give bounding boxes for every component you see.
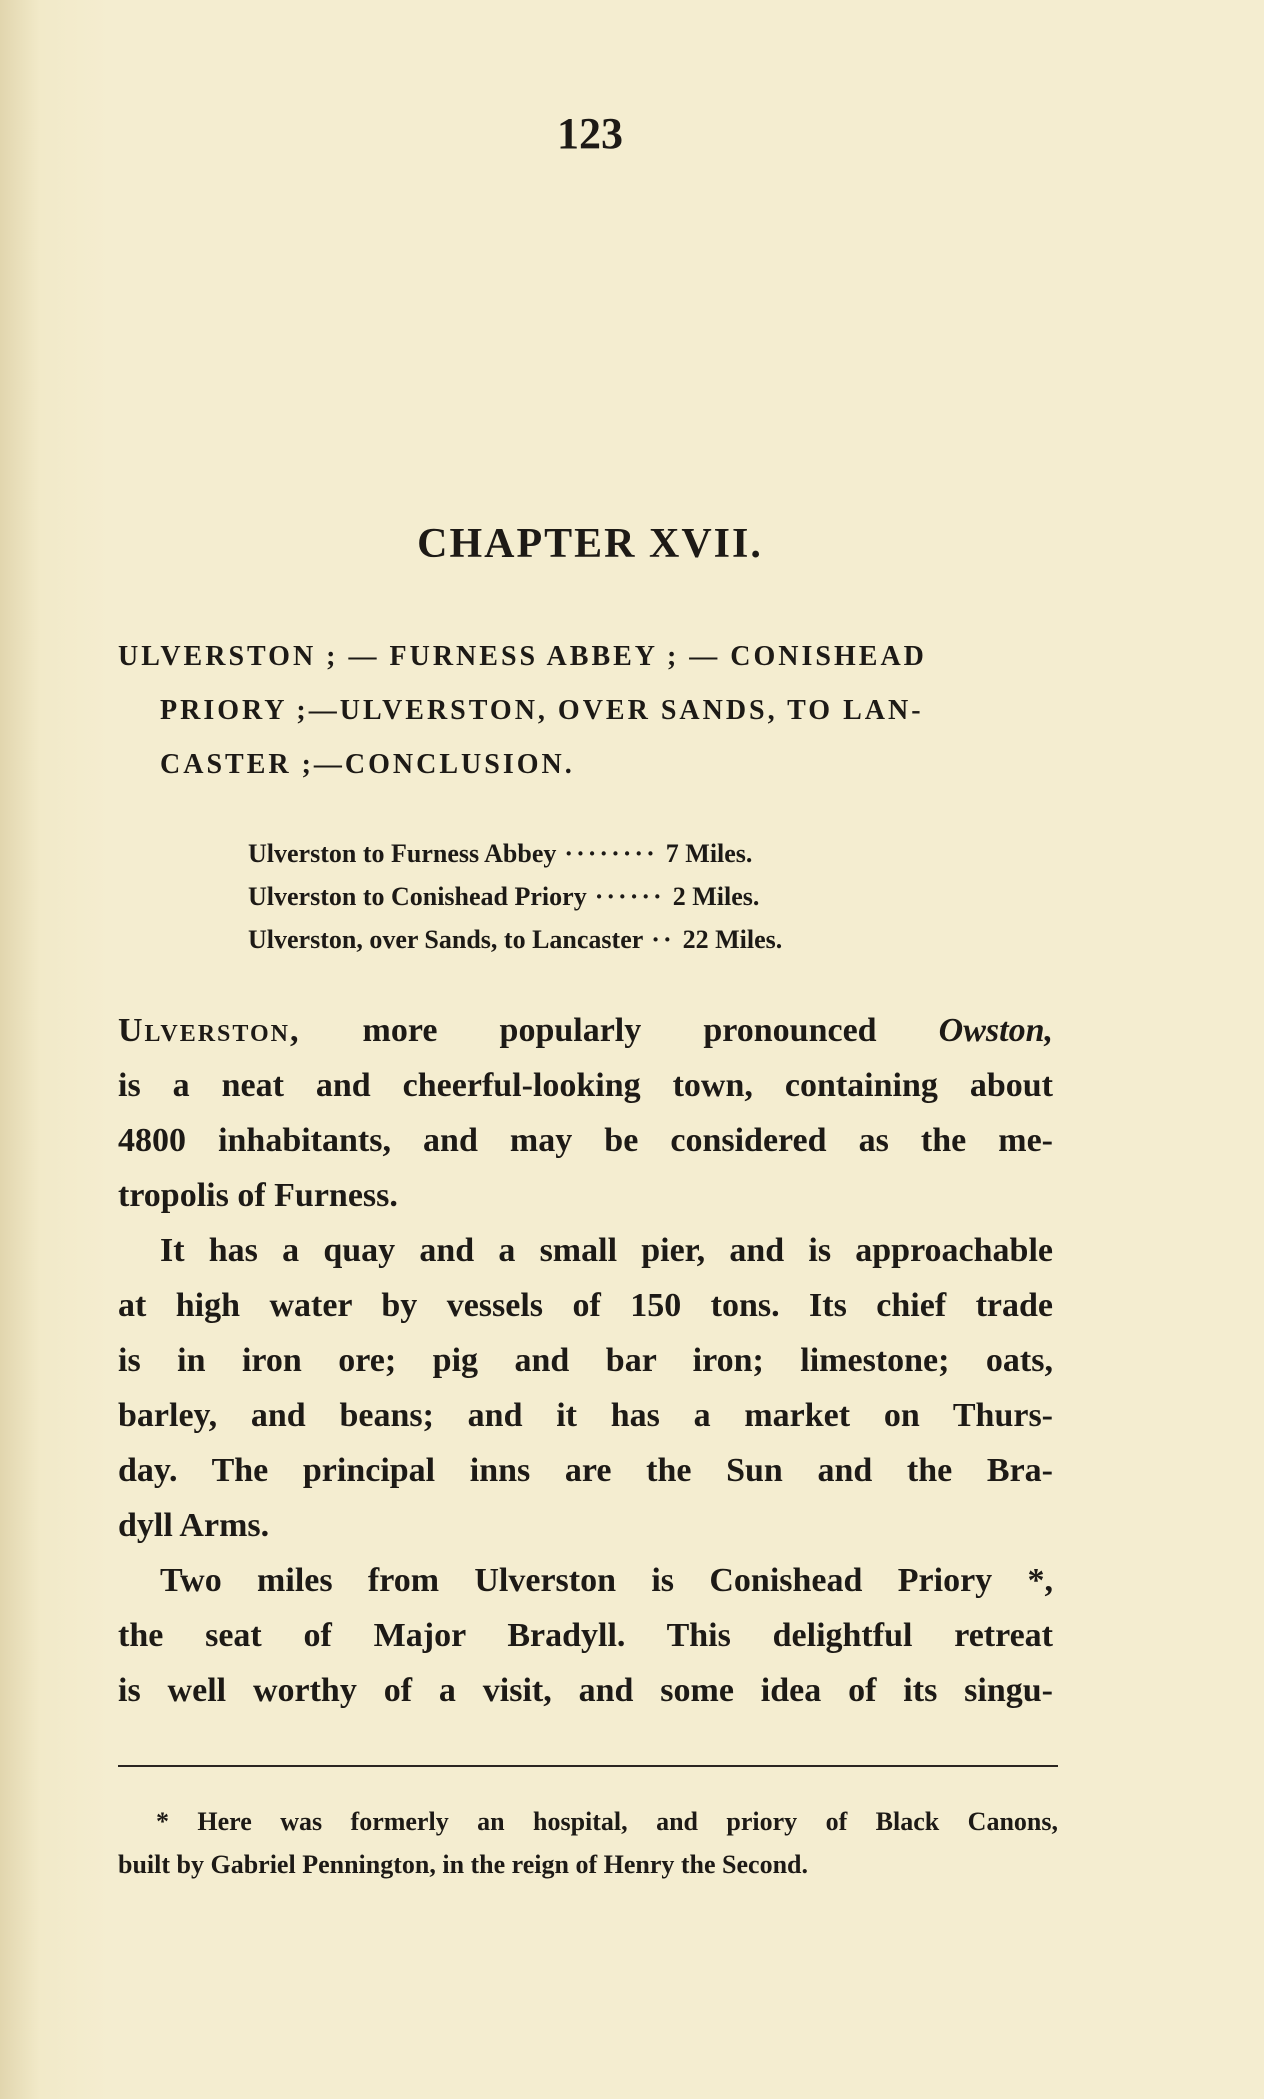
chapter-summary-line: CASTER ;—CONCLUSION. <box>160 749 575 780</box>
distance-row <box>248 832 782 875</box>
footnote <box>118 1800 1058 1886</box>
paragraph-line: Two miles from Ulverston is Conishead Priory *, <box>160 1562 1053 1599</box>
footnote-line: built by Gabriel Pennington, in the reign of Henry the Second. <box>118 1850 809 1879</box>
distance-row <box>248 875 782 918</box>
italic-word: Owston, <box>938 1012 1053 1049</box>
chapter-summary-line: PRIORY ;—ULVERSTON, OVER SANDS, TO LAN- <box>160 695 924 726</box>
leader-dots: ·· <box>651 925 675 954</box>
leader-dots: ········ <box>564 839 658 868</box>
leader-dots: ······ <box>594 882 665 911</box>
paragraph <box>118 1003 1053 1223</box>
distance-route: Ulverston to Conishead Priory <box>248 882 587 911</box>
lead-word: Ulverston, <box>118 1012 301 1049</box>
line-text: more popularly pronounced <box>300 1012 939 1049</box>
paragraph-line: is well worthy of a visit, and some idea of its singu- <box>118 1672 1053 1709</box>
paragraph <box>118 1553 1053 1718</box>
paragraph-line: the seat of Major Bradyll. This delightful retreat <box>118 1617 1053 1654</box>
paragraph-line: 4800 inhabitants, and may be considered as the me- <box>118 1122 1053 1159</box>
distance-table <box>248 832 782 961</box>
distance-miles: 22 Miles. <box>682 925 783 954</box>
chapter-title: CHAPTER XVII. <box>417 521 763 567</box>
paragraph-line: dyll Arms. <box>118 1507 270 1544</box>
chapter-summary <box>118 630 1058 792</box>
footnote-line: * Here was formerly an hospital, and priory of Black Canons, <box>156 1807 1058 1836</box>
distance-route: Ulverston to Furness Abbey <box>248 839 557 868</box>
paragraph-line: barley, and beans; and it has a market on Thurs- <box>118 1397 1053 1434</box>
paragraph <box>118 1223 1053 1553</box>
paragraph-line: tropolis of Furness. <box>118 1177 398 1214</box>
paragraph-line: is a neat and cheerful-looking town, containing about <box>118 1067 1053 1104</box>
body-text <box>118 1003 1053 1718</box>
distance-miles: 7 Miles. <box>665 839 753 868</box>
paragraph-line: at high water by vessels of 150 tons. Its chief trade <box>118 1287 1053 1324</box>
distance-route: Ulverston, over Sands, to Lancaster <box>248 925 644 954</box>
paragraph-line: It has a quay and a small pier, and is approachable <box>160 1232 1053 1269</box>
paragraph-line: day. The principal inns are the Sun and the Bra- <box>118 1452 1053 1489</box>
chapter-summary-line: ULVERSTON ; — FURNESS ABBEY ; — CONISHEAD <box>118 641 927 672</box>
paragraph-line <box>118 1003 1053 1058</box>
paragraph-line: is in iron ore; pig and bar iron; limestone; oats, <box>118 1342 1053 1379</box>
footnote-divider <box>118 1765 1058 1767</box>
page-number: 123 <box>557 109 623 158</box>
distance-row <box>248 918 782 961</box>
distance-miles: 2 Miles. <box>672 882 760 911</box>
